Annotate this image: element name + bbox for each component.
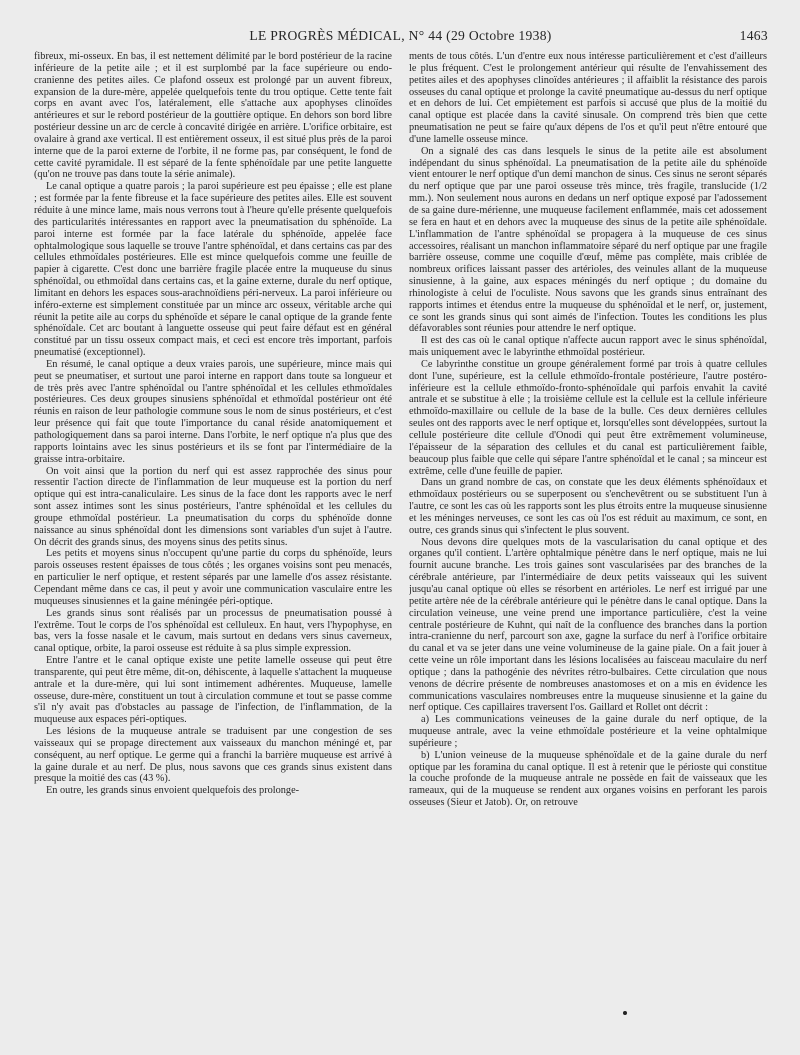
- paragraph: Ce labyrinthe constitue un groupe généralement formé par trois à quatre cellules dont l'une, supérieure, est la cellule ethmoïdo-frontale postérieure, l'autre postéro-inférieure est la cellule ethmoïdo-fronto-sphénoïdale qui parfois envahit la cavité antrale et se substitue à elle ; la troisième cellule est la cellule est la cellule inférieure ethmoïdo-maxillaire ou cellule de la base de la bulle. Ces deux dernières cellules seules ont des rapports avec le nerf optique et, lorsqu'elles sont développées, surtout la cellule postérieure dite cellule d'Onodi qui peut être extrêmement volumineuse, l'épaisseur de la séparation des cellules et du canal est particulièrement faible, beaucoup plus faible que celle qui sépare l'antre sphénoïdal et le canal ; sa minceur est extrême, celle d'une feuille de papier.: [409, 358, 767, 477]
- paragraph: En outre, les grands sinus envoient quelquefois des prolonge-: [46, 785, 300, 797]
- paragraph: On voit ainsi que la portion du nerf qui est assez rapprochée des sinus pour ressentir l'action directe de l'inflammation de leur muqueuse est la portion du nerf optique qui est intra-canaliculaire. Les sinus de la face dont les rapports avec le nerf sont assez intimes sont les sinus postérieurs, l'antre sphénoïdal et les cellules du groupe ethmoïdal postérieur. La pneumatisation du corps du sphénoïde donne naissance au sinus sphénoïdal dont les dimensions sont variables d'un sujet à l'autre. On décrit des grands sinus, des moyens sinus des petits sinus.: [34, 465, 392, 548]
- paragraph: Dans un grand nombre de cas, on constate que les deux éléments sphénoïdaux et ethmoïdaux postérieurs ou se superposent ou s'enchevêtrent ou se substituent l'un à l'autre, ce sont les cas où les rapports sont les plus étroits entre la muqueuse sinusienne et les méninges nerveuses, ce sont les cas où l'os est réduit au maximum, ce sont, en outre, ces grands sinus qui s'infectent le plus souvent.: [409, 477, 767, 536]
- bullet-mark: [623, 1011, 627, 1015]
- paragraph: Les petits et moyens sinus n'occupent qu'une partie du corps du sphénoïde, leurs parois osseuses restent épaisses de tous côtés ; les organes voisins sont peu menacés, en particulier le nerf optique, et restent séparés par une lamelle d'os assez résistante. Cependant même dans ce cas, il peut y avoir une communication vasculaire entre les muqueuses sinusiennes et la gaine méningée péri-optique.: [34, 548, 392, 607]
- running-title: LE PROGRÈS MÉDICAL, N° 44 (29 Octobre 1938): [249, 28, 552, 43]
- list-item: a) Les communications veineuses de la gaine durale du nerf optique, de la muqueuse antrale, avec la veine ethmoïdale postérieure et la veine ophtalmique supérieure ;: [409, 714, 767, 749]
- list-item: b) L'union veineuse de la muqueuse sphénoïdale et de la gaine durale du nerf optique par les foramina du canal optique. Il est à retenir que le périoste qui constitue la couche profonde de la muqueuse antrale ne possède en fait de vaisseaux que les rameaux, qui de la muqueuse se rendent aux organes voisins en perforant les parois osseuses (Sieur et Jatob). Or, on retrouve: [409, 749, 767, 809]
- paragraph: fibreux, mi-osseux. En bas, il est nettement délimité par le bord postérieur de la racine inférieure de la petite aile ; et il est surplombé par la face supérieure ou endo-cranienne des petites ailes. Ce plafond osseux est prolongé par un auvent fibreux, expansion de la dure-mère, appelée quelquefois tente du trou optique. Cette tente fait corps en avant avec l'os, latéralement, elle s'attache aux apophyses clinoïdes antérieures et sur le rebord postérieur de la gouttière optique. En dehors son bord libre postérieur dessine un arc de cercle à concavité dirigée en arrière. L'orifice orbitaire, est ovalaire à grand axe vertical. Il est entièrement osseux, il est situé plus près de la paroi interne que de la paroi externe de l'orbite, il ne forme pas, par conséquent, le fond de cette cavité pyramidale. Il est séparé de la fente sphénoïdale par une petite languette (qu'on ne trouve pas dans toute la série animale).: [34, 51, 392, 181]
- page-number: 1463: [739, 28, 768, 43]
- paragraph: Il est des cas où le canal optique n'affecte aucun rapport avec le sinus sphénoïdal, mais uniquement avec le labyrinthe ethmoïdal postérieur.: [409, 335, 767, 359]
- paragraph: Le canal optique a quatre parois ; la paroi supérieure est peu épaisse ; elle est plane ; est formée par la fente fibreuse et la face supérieure des petites ailes. Elle est souvent réduite à une mince lame, mais nous verrons tout à l'heure qu'elle présente quelquefois des particularités intéressantes en rapport avec la pneumatisation du sphénoïde. La paroi interne est formée par la face latérale du sphénoïde, appelée face ophtalmologique sous laquelle se trouve l'antre sphénoïdal, et dans certains cas par des cellules ethmoïdales postérieures. Elle est mince quelquefois comme une feuille de papier à cigarette. C'est donc une barrière fragile placée entre la muqueuse du sinus sphénoïdal, ou ethmoïdal dans certains cas, et la gaine externe, durale du nerf optique, limitant en dehors les espaces sous-arachnoïdiens péri-nerveux. La paroi inférieure ou inféro-externe est simplement constituée par un mince arc osseux, véritable arche qui réunit la petite aile au corps du sphénoïde et sépare le canal optique de la grande fente sphénoïdale. Cet arc boutant à languette osseuse qui peut faire défaut est en général constitué par un tissu osseux compact mais, et ceci est encore très important, parfois pneumatisé (exceptionnel).: [34, 181, 392, 359]
- left-column: [34, 51, 392, 1031]
- paragraph: En résumé, le canal optique a deux vraies parois, une supérieure, mince mais qui peut se pneumatiser, et surtout une paroi interne en rapport dans toute sa longueur et de très près avec l'antre sphénoïdal ou l'antre sphénoïdal et les cellules ethmoïdales postérieures. Ces deux groupes sinusiens sphénoïdal et ethmoïdal postérieur ont été réunis en raison de leur pathologie commune sous le nom de sinus postérieurs, et c'est leur présence qui fait que toute l'importance du canal réside anatomiquement et pathologiquement dans sa paroi interne. Dans l'orbite, le nerf optique n'a plus que des rapports lointains avec les sinus postérieurs et ils se font par l'intermédiaire de la graisse intra-orbitaire.: [34, 358, 392, 465]
- right-column: [409, 51, 767, 1031]
- paragraph: On a signalé des cas dans lesquels le sinus de la petite aile est absolument indépendant du sinus sphénoïdal. La pneumatisation de la petite aile du sphénoïde vient entourer le nerf optique d'un demi manchon de sinus. Ces sinus ne seront séparés du nerf optique que par une paroi osseuse très mince, très fragile, translucide (1/2 mm.). Non seulement nous aurons en dedans un nerf optique exposé par l'adossement de sa gaine dure-mérienne, une muqueuse facilement enflammée, mais cet adossement se fera en haut et en dehors avec la muqueuse des sinus de la petite aile sphénoïdale. L'inflammation de l'antre sphénoïdal se propagera à la muqueuse de ces sinus accessoires, réalisant un manchon inflammatoire séparé du nerf optique par une fragile barrière osseuse, comme une coquille d'œuf, même pas complète, mais criblée de nombreux orifices laissant passer des artérioles, des veinules allant de la muqueuse sinusienne, à la gaine, aux espaces méningés du nerf optique ; du domaine du rhinologiste à celui de l'oculiste. Nous savons que les grands sinus entraînant des rapports intimes et étendus entre la muqueuse du sphénoïdal et le nerf, or, justement, ce sont les grands sinus qui sont aimés de l'infection. Toutes les conditions les plus défavorables sont réunies pour attendre le nerf optique.: [409, 145, 767, 335]
- paragraph: ments de tous côtés. L'un d'entre eux nous intéresse particulièrement et c'est d'ailleurs le plus fréquent. C'est le prolongement antérieur qui résulte de l'envahissement des petites ailes et des apophyses clinoïdes antérieures ; il affaiblit la résistance des parois osseuses du canal optique et prolonge la cavité pneumatique au-dessus du nerf optique et en dehors de lui. Cet empiètement est parfois si accusé que plus de la moitié du canal optique est placée dans la cavité sinusale. On comprend très bien que cette pneumatisation ne peut se faire qu'aux dépens de l'os et qu'il peut n'être entouré que d'une lamelle osseuse mince.: [409, 51, 767, 145]
- paragraph: Les grands sinus sont réalisés par un processus de pneumatisation poussé à l'extrême. Tout le corps de l'os sphénoïdal est celluleux. En haut, vers l'hypophyse, en bas, vers la fosse nasale et le cavum, mais surtout en dedans vers sinus caverneux, canal optique, orbite, la paroi osseuse est réduite à sa plus simple expression.: [34, 607, 392, 655]
- paragraph: Les lésions de la muqueuse antrale se traduisent par une congestion de ses vaisseaux qui se propage directement aux vaisseaux du manchon méningé et, par conséquent, au nerf optique. Le germe qui a franchi la barrière muqueuse est arrivé à la gaine durale et au nerf. De plus, nous savons que ces grands sinus existent dans presque la moitié des cas (43 %).: [34, 726, 392, 785]
- running-head: [33, 26, 768, 46]
- paragraph: Entre l'antre et le canal optique existe une petite lamelle osseuse qui peut être transparente, qui peut être même, dit-on, déhiscente, à laquelle s'attachent la muqueuse antrale et la dure-mère, qui lui sont intimement adhérentes. Muqueuse, lamelle osseuse, dure-mère, constituent un tout à circulation commune et tout se passe comme s'il n'y avait pas d'obstacles au passage de l'infection, de l'inflammation, de la muqueuse aux espaces péri-optiques.: [34, 655, 392, 726]
- paragraph: Nous devons dire quelques mots de la vascularisation du canal optique et des organes qu'il contient. L'artère ophtalmique pénètre dans le nerf optique, mais ne lui fournit aucune branche. Les trois gaines sont vascularisées par des branches de la cérébrale antérieure, par l'intermédiaire de deux petits vaisseaux qui les suivent jusqu'au canal optique où elles se résorbent en artérioles. Le nerf est irrigué par une petite artère née de la cérébrale antérieure qui le pénètre dans le canal optique. Dans la circulation veineuse, une veine prend une importance particulière, c'est la veine centrale postérieure de Kuhnt, qui naît de la confluence des branches dans la portion intra-cranienne du nerf, parcourt son axe, gagne la surface du nerf à l'orifice orbitaire du canal et va se jeter dans une veine volumineuse de la gaine piale. On a fait jouer à cette veine un rôle important dans les lésions localisées au faisceau maculaire du nerf optique ; dans la pathogénie des névrites rétro-bulbaires. Cette circulation que nous venons de décrire présente de nombreuses anastomoses et on a mis en évidence les communications vasculaires nombreuses entre la muqueuse sinusienne et la gaine du nerf optique. Ces capillaires traversent l'os. Gaillard et Rollet ont décrit :: [409, 536, 767, 714]
